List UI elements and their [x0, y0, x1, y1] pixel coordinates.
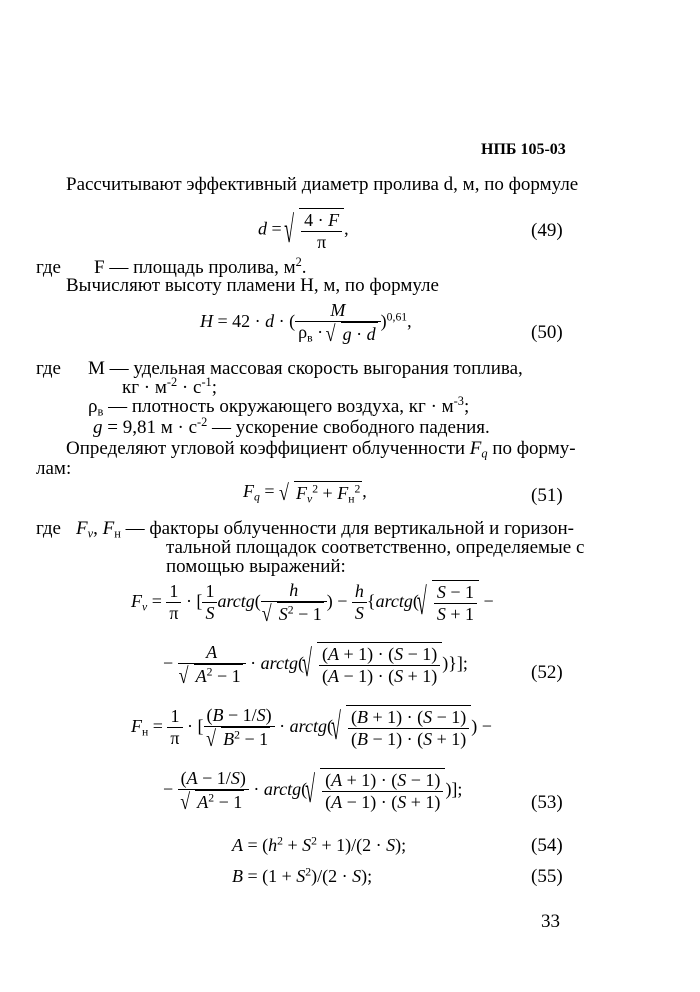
definition-M-units: кг · $м^{-2} \cdot с^{-1}$; — [122, 375, 218, 398]
page-number: 33 — [541, 911, 560, 932]
formula-49: d = √ $\frac{4 \cdot F}{\pi}$ , — [258, 208, 349, 253]
definition-F-text: площадь пролива, м — [133, 257, 296, 278]
formula-53-line1: $F_н$ = $\frac{1}{\pi}$ · [ (B − 1/S) √ $B^2 - 1$ · arctg( √ $\frac{(B + 1) \cdot (S - 1)}{(B - 1) \cdot (S + 1)}$ ) − — [131, 705, 492, 750]
definition-F: F — площадь пролива, $м^2$. — [94, 255, 307, 278]
paragraph-diameter-text: Рассчитывают эффективный диаметр пролива d, м, по формуле — [66, 174, 579, 195]
definition-rho-text: плотность окружающего воздуха, кг · м — [131, 396, 454, 417]
equation-number-51: (51) — [531, 485, 563, 506]
term-F: F — [94, 257, 105, 278]
formula-54: $A = (h^2 + S^2 + 1)/(2 \cdot S)$; — [232, 834, 407, 855]
equation-number-52: (52) — [531, 662, 563, 683]
definition-g: g = 9,81 $м \cdot с^{-2}$ — ускорение свободного падения. — [93, 415, 490, 438]
definition-Fv-Fn-line3: помощью выражений: — [166, 556, 346, 577]
paragraph-height: Вычисляют высоту пламени H, м, по формуле — [66, 275, 439, 296]
formula-50: H = 42 · d · ( $\frac{M}{\rho_в \cdot √ g \cdot d}$ )$^{0,61}$, — [200, 300, 412, 345]
equation-number-53: (53) — [531, 792, 563, 813]
where-label: где — [36, 257, 61, 278]
equation-number-55: (55) — [531, 866, 563, 887]
formula-55: $B = (1 + S^2)/(2 \cdot S)$; — [232, 865, 373, 886]
definition-rho: $\rho_в$ — плотность окружающего воздуха, кг · $м^{-3}$; — [88, 394, 470, 419]
definition-Fv-Fn-line2: тальной площадок соответственно, определяемые с — [166, 537, 585, 558]
where-label: где — [36, 518, 61, 539]
formula-52-line2: − A √ $A^2 - 1$ · arctg( √ $\frac{(A + 1) \cdot (S - 1)}{(A - 1) \cdot (S + 1)}$ )}]; — [163, 642, 468, 687]
definition-M-text: удельная массовая скорость выгорания топлива, — [133, 358, 523, 379]
definition-M: M — удельная массовая скорость выгорания топлива, — [88, 358, 523, 379]
formula-52-line1: $F_v$ = $\frac{1}{\pi}$ · [ $\frac{1}{S}$ arctg( h √ $S^2 - 1$ ) − $\frac{h}{S}$ {arctg( √ $\frac{S - 1}{S + 1}$ − — [131, 580, 494, 625]
where-label: где — [36, 358, 61, 379]
equation-number-54: (54) — [531, 835, 563, 856]
document-code: НПБ 105-03 — [481, 141, 566, 158]
exponent: 0,61 — [386, 310, 408, 324]
equation-number-50: (50) — [531, 322, 563, 343]
paragraph-irradiance: Определяют угловой коэффициент облученности $F_q$ по форму- — [66, 438, 576, 461]
paragraph-diameter — [66, 174, 578, 196]
paragraph-irradiance-cont: лам: — [36, 458, 72, 479]
definition-Fv-Fn: $F_v$, $F_н$ — факторы облученности для вертикальной и горизон- — [76, 518, 574, 541]
formula-53-line2: − (A − 1/S) √ $A^2 - 1$ · arctg( √ $\frac{(A + 1) \cdot (S - 1)}{(A - 1) \cdot (S + 1)}$ )]; — [163, 768, 462, 813]
equation-number-49: (49) — [531, 220, 563, 241]
formula-51: $F_q$ = √ $F_v^2 + F_н^2$ , — [243, 481, 367, 504]
sqrt-sign: √ $\frac{4 \cdot F}{\pi}$ — [286, 208, 344, 253]
